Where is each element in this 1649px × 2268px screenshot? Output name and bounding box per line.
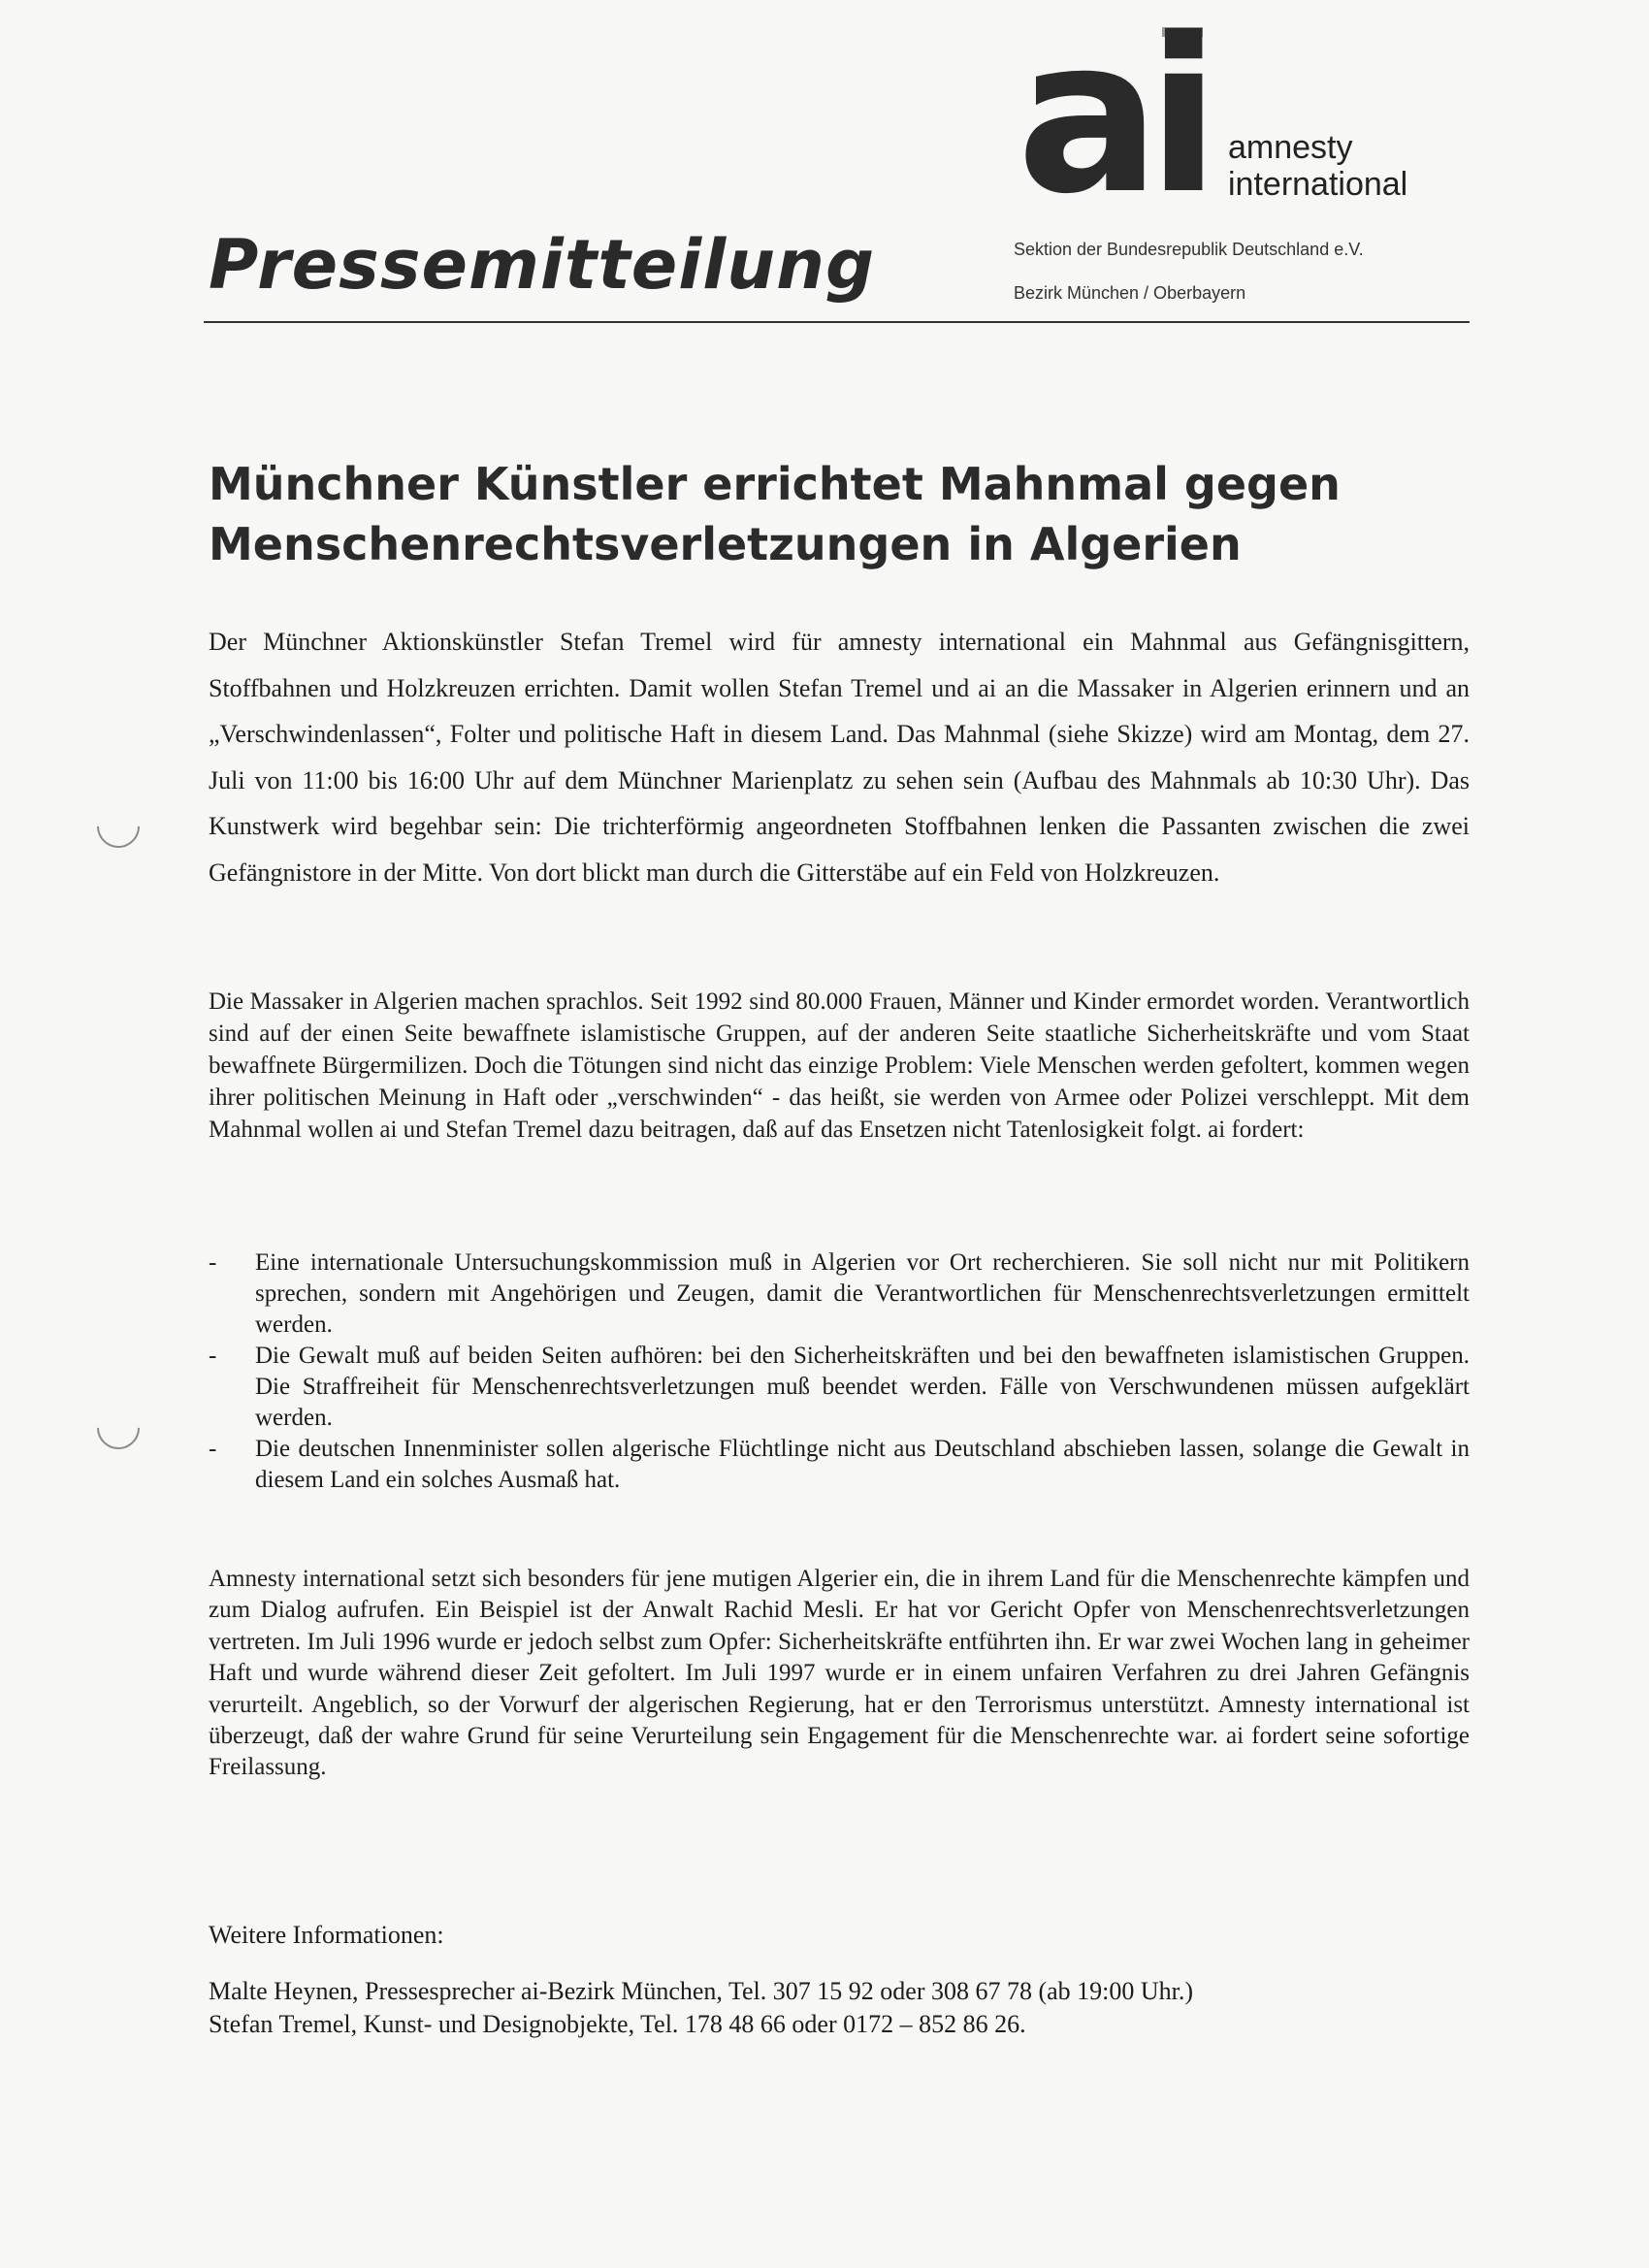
punch-hole-mark <box>88 796 148 857</box>
demands-list <box>209 1247 1470 1496</box>
contact-line-2: Stefan Tremel, Kunst- und Designobjekte, Tel. 178 48 66 oder 0172 – 852 86 26. <box>209 2010 1026 2038</box>
paragraph-1: Der Münchner Aktionskünstler Stefan Tremel wird für amnesty international ein Mahnmal aus Gefängnisgittern, Stoffbahnen und Holzkreuzen errichten. Damit wollen Stefan Tremel und ai an die Massaker in Algerien erinnern und an „Verschwindenlassen“, Folter und politische Haft in diesem Land. Das Mahnmal (siehe Skizze) wird am Montag, dem 27. Juli von 11:00 bis 16:00 Uhr auf dem Münchner Marienplatz zu sehen sein (Aufbau des Mahnmals ab 10:30 Uhr). Das Kunstwerk wird begehbar sein: Die trichterförmig angeordneten Stoffbahnen lenken die Passanten zwischen die zwei Gefängnistore in der Mitte. Von dort blickt man durch die Gitterstäbe auf ein Feld von Holzkreuzen. <box>209 628 1470 887</box>
paragraph-3: Amnesty international setzt sich besonders für jene mutigen Algerier ein, die in ihrem Land für die Menschenrechte kämpfen und zum Dialog aufrufen. Ein Beispiel ist der Anwalt Rachid Mesli. Er hat vor Gericht Opfer von Menschenrechtsverletzungen vertreten. Im Juli 1996 wurde er jedoch selbst zum Opfer: Sicherheitskräfte entführten ihn. Er war zwei Wochen lang in geheimer Haft und wurde während dieser Zeit gefoltert. Im Juli 1997 wurde er in einem unfairen Verfahren zu drei Jahren Gefängnis verurteilt. Angeblich, so der Vorwurf der algerischen Regierung, hat er den Terrorismus unterstützt. Amnesty international ist überzeugt, daß der wahre Grund für seine Verurteilung sein Engagement für die Menschenrechte war. ai fordert seine sofortige Freilassung. <box>209 1566 1470 1781</box>
list-item <box>209 1434 1470 1496</box>
bullet-marker: - <box>209 1343 217 1369</box>
headline-line2: Menschenrechtsverletzungen in Algerien <box>209 518 1242 570</box>
list-item <box>209 1341 1470 1434</box>
headline <box>209 454 1470 574</box>
amnesty-logo <box>1017 0 1424 241</box>
contact-line-1: Malte Heynen, Pressesprecher ai-Bezirk München, Tel. 307 15 92 oder 308 67 78 (ab 19:00 Uhr.) <box>209 1977 1194 2005</box>
info-heading: Weitere Informationen: <box>209 1921 444 1949</box>
logo-letters: ai <box>1017 0 1207 241</box>
list-item <box>209 1247 1470 1341</box>
paragraph-2: Die Massaker in Algerien machen sprachlos. Seit 1992 sind 80.000 Frauen, Männer und Kinder ermordet worden. Verantwortlich sind auf der einen Seite bewaffnete islamistische Gruppen, auf der anderen Seite staatliche Sicherheitskräfte und vom Staat bewaffnete Bürgermilizen. Doch die Tötungen sind nicht das einzige Problem: Viele Menschen werden gefoltert, kommen wegen ihrer politischen Meinung in Haft oder „verschwinden“ - das heißt, sie werden von Armee oder Polizei verschleppt. Mit dem Mahnmal wollen ai und Stefan Tremel dazu beitragen, daß auf das Ensetzen nicht Tatenlosigkeit folgt. ai fordert: <box>209 988 1470 1143</box>
list-item-text: Die Gewalt muß auf beiden Seiten aufhören: bei den Sicherheitskräften und bei den bewaffneten islamistischen Gruppen. Die Straffreiheit für Menschenrechtsverletzungen muß beendet werden. Fälle von Verschwundenen müssen aufgeklärt werden. <box>255 1343 1470 1431</box>
logo-name-line2: international <box>1228 166 1408 203</box>
logo-name-line1: amnesty <box>1228 129 1353 166</box>
bullet-marker: - <box>209 1249 217 1276</box>
headline-line1: Münchner Künstler errichtet Mahnmal gegen <box>209 458 1341 510</box>
header-rule <box>204 321 1470 323</box>
bullet-marker: - <box>209 1436 217 1462</box>
document-title: Pressemitteilung <box>209 225 876 305</box>
logo-wordmark <box>1228 129 1407 203</box>
list-item-text: Eine internationale Untersuchungskommission muß in Algerien vor Ort recherchieren. Sie soll nicht nur mit Politikern sprechen, sondern mit Angehörigen und Zeugen, damit die Verantwortlichen für Menschenrechtsverletzungen ermittelt werden. <box>255 1249 1470 1338</box>
list-item-text: Die deutschen Innenminister sollen algerische Flüchtlinge nicht aus Deutschland abschieben lassen, solange die Gewalt in diesem Land ein solches Ausmaß hat. <box>255 1436 1470 1493</box>
section-text: Sektion der Bundesrepublik Deutschland e.V. <box>1014 240 1364 259</box>
punch-hole-mark <box>88 1398 148 1458</box>
bezirk-text: Bezirk München / Oberbayern <box>1014 283 1246 303</box>
